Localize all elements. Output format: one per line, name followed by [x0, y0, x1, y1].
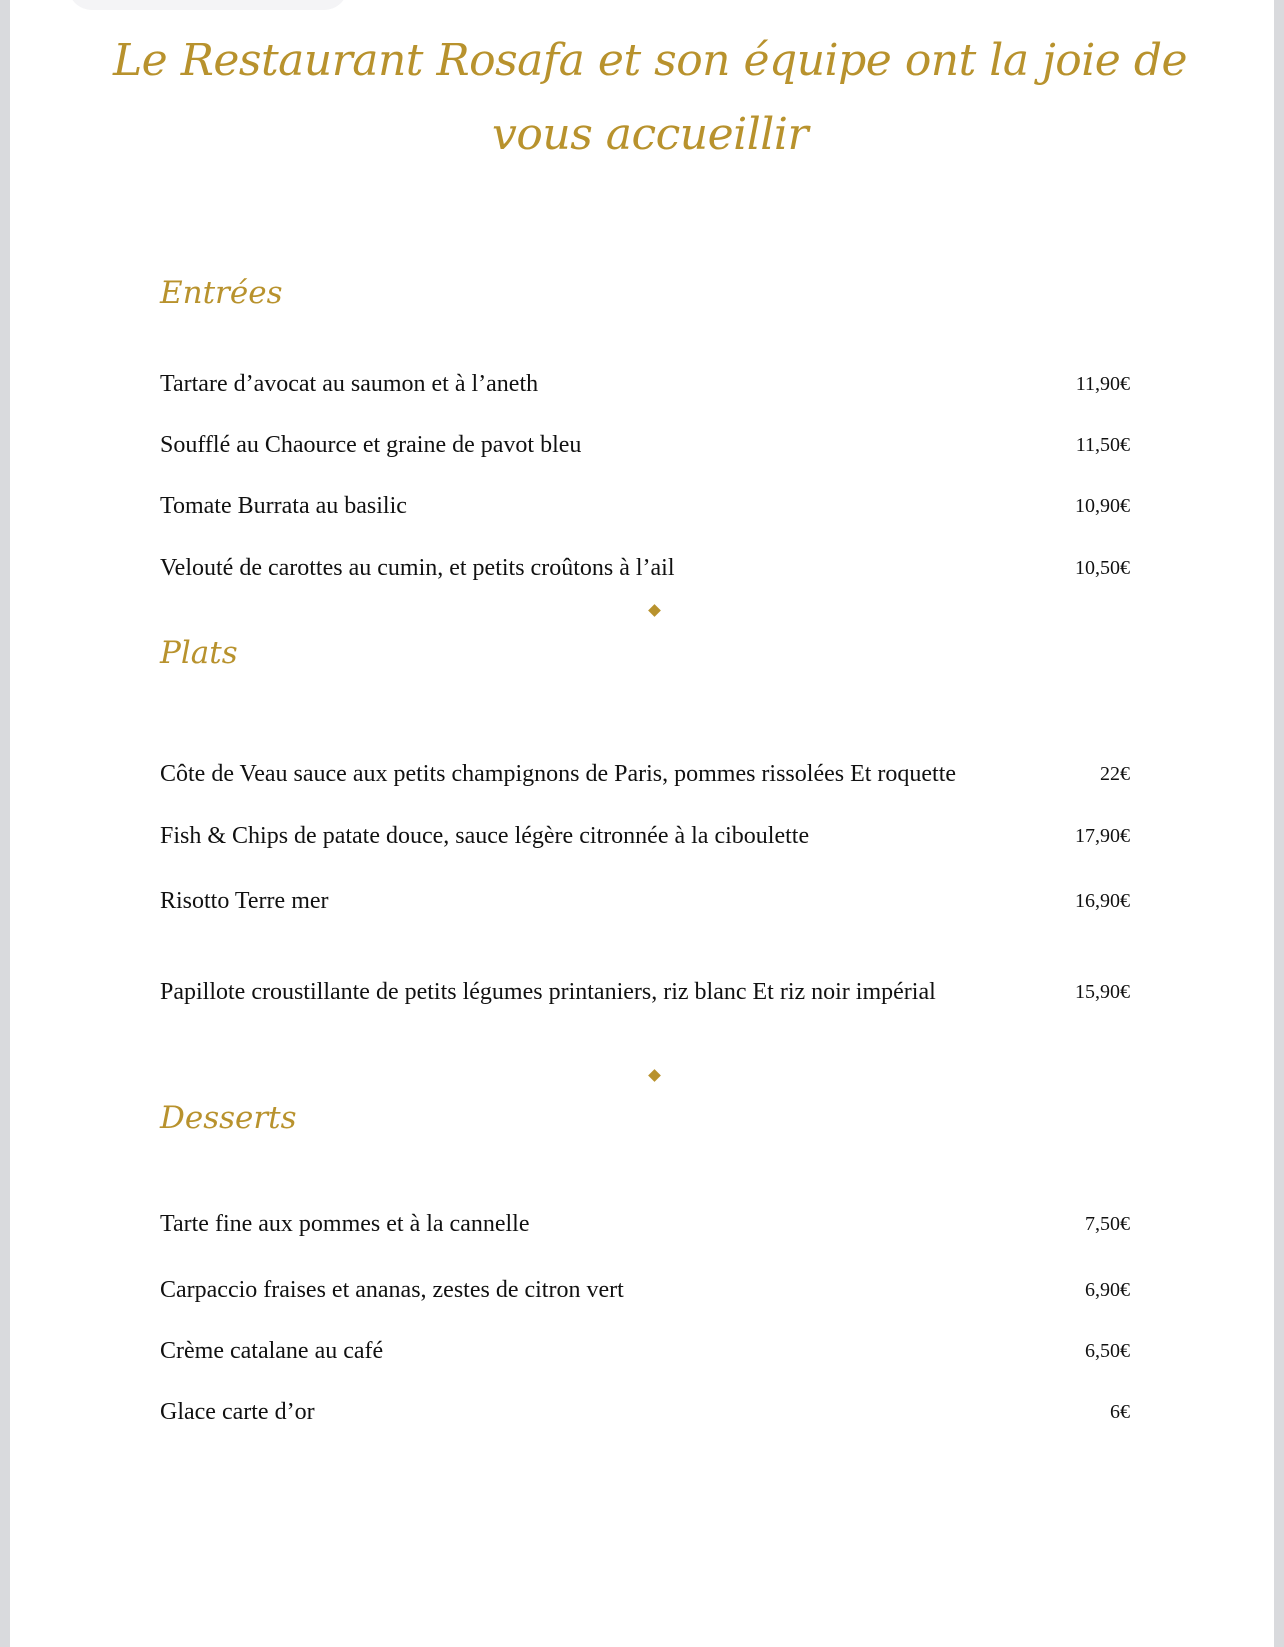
- menu-item: [160, 1180, 1130, 1240]
- menu-item: [160, 1246, 1130, 1306]
- menu-item-price: 16,90€: [1075, 890, 1130, 912]
- section-title-desserts: Desserts: [160, 1100, 297, 1136]
- menu-item: [160, 948, 1130, 1008]
- menu-item-name: Côte de Veau sauce aux petits champignons de Paris, pommes rissolées Et roquette: [160, 761, 957, 787]
- menu-item-price: 10,90€: [1075, 495, 1130, 517]
- menu-item: [160, 792, 1130, 852]
- menu-item-price: 11,90€: [1075, 373, 1130, 395]
- menu-item: [160, 1368, 1130, 1428]
- page-title: Le Restaurant Rosafa et son équipe ont la joie de vous accueillir: [112, 35, 1188, 160]
- menu-item: [160, 401, 1130, 461]
- menu-item-price: 6,50€: [1085, 1340, 1130, 1362]
- section-title-entrees: Entrées: [160, 275, 283, 311]
- section-title-plats: Plats: [160, 635, 238, 671]
- top-tab-edge: [68, 0, 348, 10]
- menu-item: [160, 1307, 1130, 1367]
- menu-item: [160, 462, 1130, 522]
- menu-item-price: 17,90€: [1075, 825, 1130, 847]
- menu-page: [10, 0, 1274, 1647]
- menu-item: [160, 340, 1130, 400]
- menu-item-price: 6€: [1110, 1401, 1130, 1423]
- menu-item-price: 11,50€: [1075, 434, 1130, 456]
- menu-item-name: Glace carte d’or: [160, 1399, 315, 1425]
- menu-item-name: Papillote croustillante de petits légumes printaniers, riz blanc Et riz noir impérial: [160, 979, 936, 1005]
- menu-item-price: 10,50€: [1075, 557, 1130, 579]
- menu-item-name: Velouté de carottes au cumin, et petits croûtons à l’ail: [160, 555, 675, 581]
- diamond-divider-icon: [648, 604, 661, 617]
- menu-item-price: 6,90€: [1085, 1279, 1130, 1301]
- menu-item-name: Carpaccio fraises et ananas, zestes de citron vert: [160, 1277, 624, 1303]
- menu-item-name: Risotto Terre mer: [160, 888, 329, 914]
- menu-item-price: 22€: [1100, 763, 1130, 785]
- menu-item-name: Soufflé au Chaource et graine de pavot bleu: [160, 432, 582, 458]
- menu-item-price: 15,90€: [1075, 981, 1130, 1003]
- menu-item-name: Tomate Burrata au basilic: [160, 493, 407, 519]
- menu-item-name: Crème catalane au café: [160, 1338, 384, 1364]
- diamond-divider-icon: [648, 1069, 661, 1082]
- menu-item-name: Tartare d’avocat au saumon et à l’aneth: [160, 371, 539, 397]
- menu-item-name: Tarte fine aux pommes et à la cannelle: [160, 1211, 530, 1237]
- menu-item-name: Fish & Chips de patate douce, sauce légère citronnée à la ciboulette: [160, 823, 810, 849]
- menu-item: [160, 730, 1130, 790]
- menu-item: [160, 524, 1130, 584]
- menu-item: [160, 857, 1130, 917]
- menu-item-price: 7,50€: [1085, 1213, 1130, 1235]
